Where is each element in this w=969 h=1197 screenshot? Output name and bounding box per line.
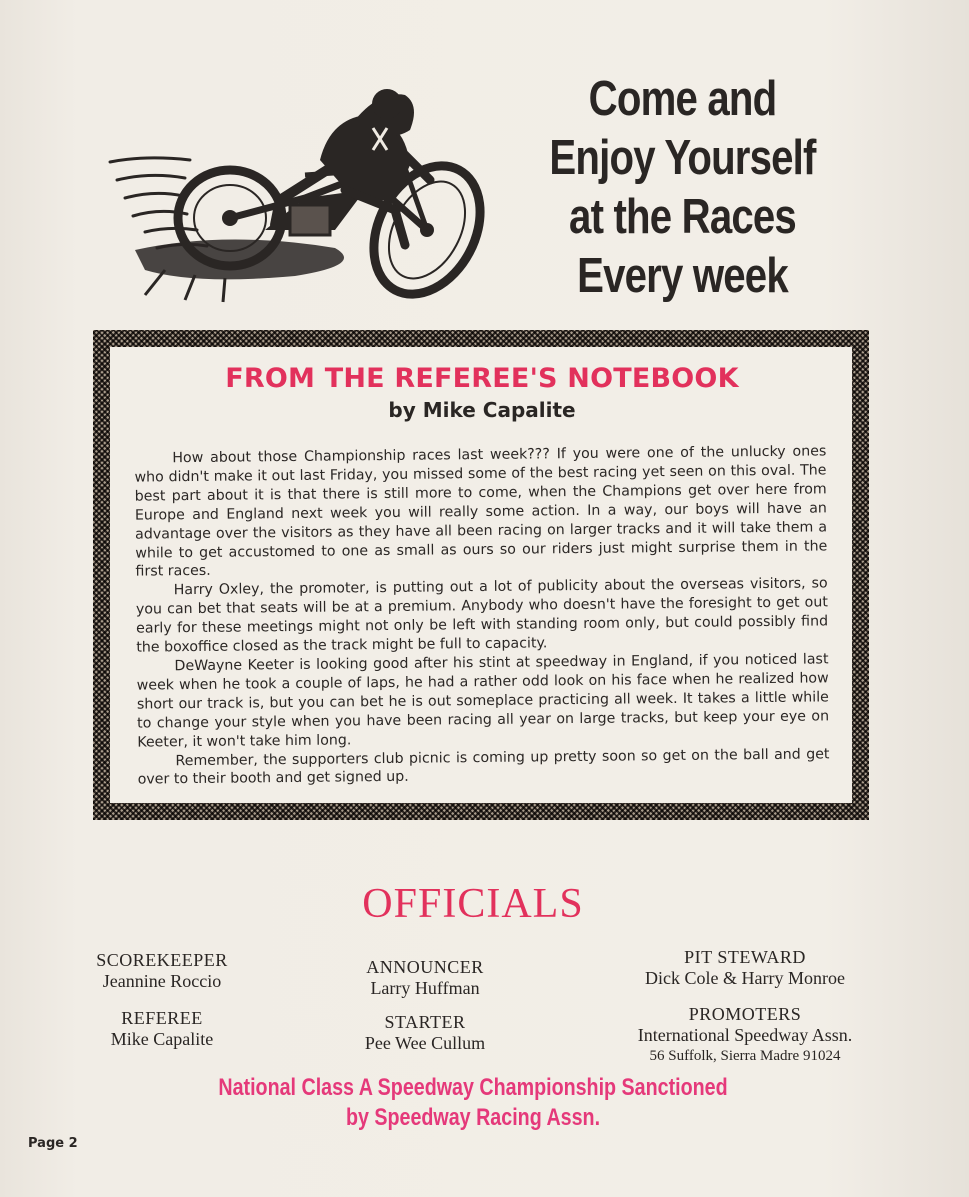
speedway-rider-illustration [105,80,485,305]
headline-line: at the Races [569,190,796,244]
notebook-content [110,347,852,803]
official-promoters [610,1004,880,1067]
official-role: PIT STEWARD [684,947,806,967]
notebook-paragraph: Harry Oxley, the promoter, is putting out a lot of publicity about the overseas visitors, so you can bet that seats will be at a premium. Anybody who doesn't have the foresight to get out early for these meetings might not only be left with standing room only, but could possibly find the boxoffice closed as the track might be full to capacity. [135,575,829,656]
headline [545,70,820,306]
official-name: International Speedway Assn. [637,1025,853,1045]
sanction-line: National Class A Speedway Championship Sanctioned [218,1074,728,1101]
sanction-line: by Speedway Racing Assn. [345,1104,601,1131]
official-name: Larry Huffman [370,978,480,998]
headline-line: Every week [577,249,788,303]
notebook-paragraph: Remember, the supporters club picnic is coming up pretty soon so get on the ball and get over to their booth and get signed up. [137,745,830,789]
notebook-paragraph: DeWayne Keeter is looking good after his stint at speedway in England, if you noticed last week when he took a couple of laps, he had a rather odd look on his face when he realized how short our track is, but you can bet he is out someplace practicing all week. It takes a little while to change your style when you have been racing all year on large tracks, but keep your eye on Keeter, it won't take him long. [136,651,830,751]
official-name: Jeannine Roccio [102,971,222,991]
official-starter [325,1012,525,1054]
official-role: REFEREE [121,1008,203,1028]
sanction-notice [85,1073,861,1133]
headline-line: Enjoy Yourself [549,131,816,185]
official-role: PROMOTERS [688,1004,802,1024]
official-address: 56 Suffolk, Sierra Madre 91024 [649,1048,841,1064]
headline-line: Come and [588,72,777,126]
notebook-byline: by Mike Capalite [388,398,576,422]
official-name: Mike Capalite [110,1029,214,1049]
official-role: ANNOUNCER [366,957,484,977]
official-name: Dick Cole & Harry Monroe [645,968,845,988]
official-name: Pee Wee Cullum [364,1033,486,1053]
notebook-paragraph: How about those Championship races last week??? If you were one of the unlucky ones who didn't make it out last Friday, you missed some of the best racing yet seen on this oval. The best part about it is that there is still more to come, when the Champions get over here from Europe and England next week you will really some action. In a way, our boys will have an advantage over the visitors as they have all been racing on larger tracks and it will take them a while to get accustomed to one as small as ours so our riders just might surprise them in the first races. [134,443,828,581]
official-pit-steward [610,947,880,989]
page-number: Page 2 [28,1136,78,1151]
official-role: STARTER [384,1012,466,1032]
notebook-title: FROM THE REFEREE'S NOTEBOOK [225,363,739,394]
notebook-box [93,330,869,820]
official-announcer [325,957,525,999]
official-referee [72,1008,252,1050]
official-scorekeeper [72,950,252,992]
notebook-body [134,442,830,790]
official-role: SCOREKEEPER [96,950,228,970]
officials-title: OFFICIALS [362,881,584,927]
